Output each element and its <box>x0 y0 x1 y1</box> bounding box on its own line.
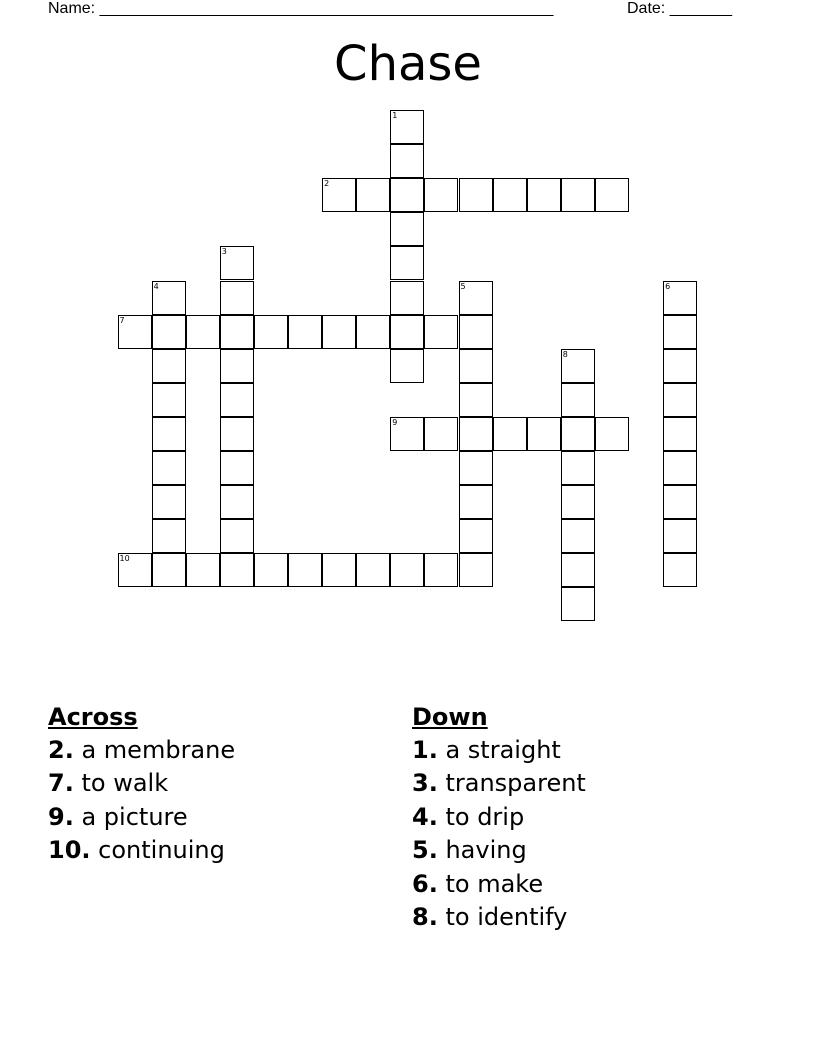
grid-cell[interactable] <box>459 485 493 519</box>
cell-number: 7 <box>119 315 125 325</box>
grid-cell[interactable] <box>152 281 186 315</box>
clue-text: to walk <box>81 769 169 798</box>
grid-cell[interactable] <box>459 178 493 212</box>
grid-cell[interactable] <box>254 553 288 587</box>
grid-cell[interactable] <box>254 315 288 349</box>
grid-cell[interactable] <box>220 519 254 553</box>
down-clues <box>412 701 586 934</box>
grid-cell[interactable] <box>152 383 186 417</box>
grid-cell[interactable] <box>118 553 152 587</box>
grid-cell[interactable] <box>322 178 356 212</box>
clue-down-4 <box>412 801 586 834</box>
clue-text: to identify <box>445 903 568 932</box>
grid-cell[interactable] <box>459 315 493 349</box>
grid-cell[interactable] <box>390 349 424 383</box>
clue-text: a picture <box>81 802 188 831</box>
grid-cell[interactable] <box>424 315 458 349</box>
clue-text: continuing <box>98 836 225 865</box>
clue-number: 4. <box>412 802 438 831</box>
grid-cell[interactable] <box>390 110 424 144</box>
grid-cell[interactable] <box>493 417 527 451</box>
grid-cell[interactable] <box>152 417 186 451</box>
name-field[interactable]: Name: ___________________________________________________ <box>48 0 554 17</box>
clue-number: 5. <box>412 836 438 865</box>
grid-cell[interactable] <box>390 315 424 349</box>
clue-down-6 <box>412 868 586 901</box>
clue-across-10 <box>48 834 235 867</box>
grid-cell[interactable] <box>390 212 424 246</box>
clue-down-5 <box>412 834 586 867</box>
across-clue-list <box>48 734 235 868</box>
grid-cell[interactable] <box>220 451 254 485</box>
grid-cell[interactable] <box>527 417 561 451</box>
grid-cell[interactable] <box>561 178 595 212</box>
grid-cell[interactable] <box>288 553 322 587</box>
clue-across-7 <box>48 767 235 800</box>
clue-number: 3. <box>412 769 438 798</box>
clue-number: 2. <box>48 736 74 764</box>
clue-across-2 <box>48 734 235 767</box>
cell-number: 10 <box>119 554 130 564</box>
grid-cell[interactable] <box>152 349 186 383</box>
grid-cell[interactable] <box>356 315 390 349</box>
clue-text: to drip <box>445 802 525 831</box>
clue-number: 8. <box>412 903 438 932</box>
grid-cell[interactable] <box>424 178 458 212</box>
grid-cell[interactable] <box>459 417 493 451</box>
grid-cell[interactable] <box>288 315 322 349</box>
clue-down-1 <box>412 734 586 767</box>
grid-cell[interactable] <box>663 451 697 485</box>
grid-cell[interactable] <box>220 315 254 349</box>
grid-cell[interactable] <box>561 519 595 553</box>
grid-cell[interactable] <box>390 553 424 587</box>
clue-down-8 <box>412 901 586 934</box>
grid-cell[interactable] <box>595 178 629 212</box>
grid-cell[interactable] <box>390 178 424 212</box>
grid-cell[interactable] <box>356 553 390 587</box>
grid-cell[interactable] <box>118 315 152 349</box>
clue-number: 6. <box>412 869 438 898</box>
date-field[interactable]: Date: _______ <box>627 0 732 17</box>
grid-cell[interactable] <box>663 315 697 349</box>
grid-cell[interactable] <box>493 178 527 212</box>
grid-cell[interactable] <box>561 383 595 417</box>
grid-cell[interactable] <box>561 587 595 621</box>
grid-cell[interactable] <box>424 553 458 587</box>
cell-number: 9 <box>392 417 398 427</box>
clue-text: a membrane <box>81 736 236 764</box>
clue-text: having <box>445 836 527 865</box>
clue-down-3 <box>412 767 586 800</box>
grid-cell[interactable] <box>220 417 254 451</box>
clue-number: 10. <box>48 836 91 865</box>
puzzle-title: Chase <box>334 36 482 92</box>
grid-cell[interactable] <box>322 553 356 587</box>
grid-cell[interactable] <box>220 485 254 519</box>
grid-cell[interactable] <box>663 383 697 417</box>
clue-text: a straight <box>445 736 561 764</box>
grid-cell[interactable] <box>459 349 493 383</box>
grid-cell[interactable] <box>220 281 254 315</box>
grid-cell[interactable] <box>459 553 493 587</box>
grid-cell[interactable] <box>459 281 493 315</box>
grid-cell[interactable] <box>152 315 186 349</box>
grid-cell[interactable] <box>459 519 493 553</box>
grid-cell[interactable] <box>561 451 595 485</box>
grid-cell[interactable] <box>663 281 697 315</box>
clue-number: 1. <box>412 736 438 764</box>
cell-number: 6 <box>665 281 671 291</box>
cell-number: 1 <box>392 111 398 120</box>
grid-cell[interactable] <box>186 315 220 349</box>
cell-number: 4 <box>153 281 159 291</box>
grid-cell[interactable] <box>459 451 493 485</box>
grid-cell[interactable] <box>663 417 697 451</box>
grid-cell[interactable] <box>561 417 595 451</box>
grid-cell[interactable] <box>390 417 424 451</box>
clue-number: 7. <box>48 769 74 798</box>
cell-number: 2 <box>324 179 330 189</box>
grid-cell[interactable] <box>561 349 595 383</box>
grid-cell[interactable] <box>663 519 697 553</box>
grid-cell[interactable] <box>561 485 595 519</box>
across-clues <box>48 701 235 868</box>
grid-cell[interactable] <box>390 246 424 280</box>
grid-cell[interactable] <box>663 349 697 383</box>
across-heading: Across <box>48 703 138 731</box>
grid-cell[interactable] <box>356 178 390 212</box>
grid-cell[interactable] <box>459 383 493 417</box>
grid-cell[interactable] <box>322 315 356 349</box>
down-clue-list <box>412 734 586 934</box>
grid-cell[interactable] <box>152 519 186 553</box>
grid-cell[interactable] <box>663 485 697 519</box>
clue-text: to make <box>445 869 544 898</box>
cell-number: 3 <box>221 247 227 257</box>
cell-number: 5 <box>460 281 466 291</box>
grid-cell[interactable] <box>424 417 458 451</box>
grid-cell[interactable] <box>186 553 220 587</box>
grid-cell[interactable] <box>390 144 424 178</box>
grid-cell[interactable] <box>220 383 254 417</box>
grid-cell[interactable] <box>152 553 186 587</box>
cell-number: 8 <box>562 349 568 359</box>
grid-cell[interactable] <box>152 485 186 519</box>
clue-across-9 <box>48 801 235 834</box>
grid-cell[interactable] <box>220 553 254 587</box>
grid-cell[interactable] <box>220 349 254 383</box>
clue-text: transparent <box>445 769 586 798</box>
grid-cell[interactable] <box>561 553 595 587</box>
grid-cell[interactable] <box>390 281 424 315</box>
down-heading: Down <box>412 703 488 731</box>
clue-number: 9. <box>48 802 74 831</box>
grid-cell[interactable] <box>527 178 561 212</box>
grid-cell[interactable] <box>220 246 254 280</box>
grid-cell[interactable] <box>663 553 697 587</box>
grid-cell[interactable] <box>152 451 186 485</box>
grid-cell[interactable] <box>595 417 629 451</box>
